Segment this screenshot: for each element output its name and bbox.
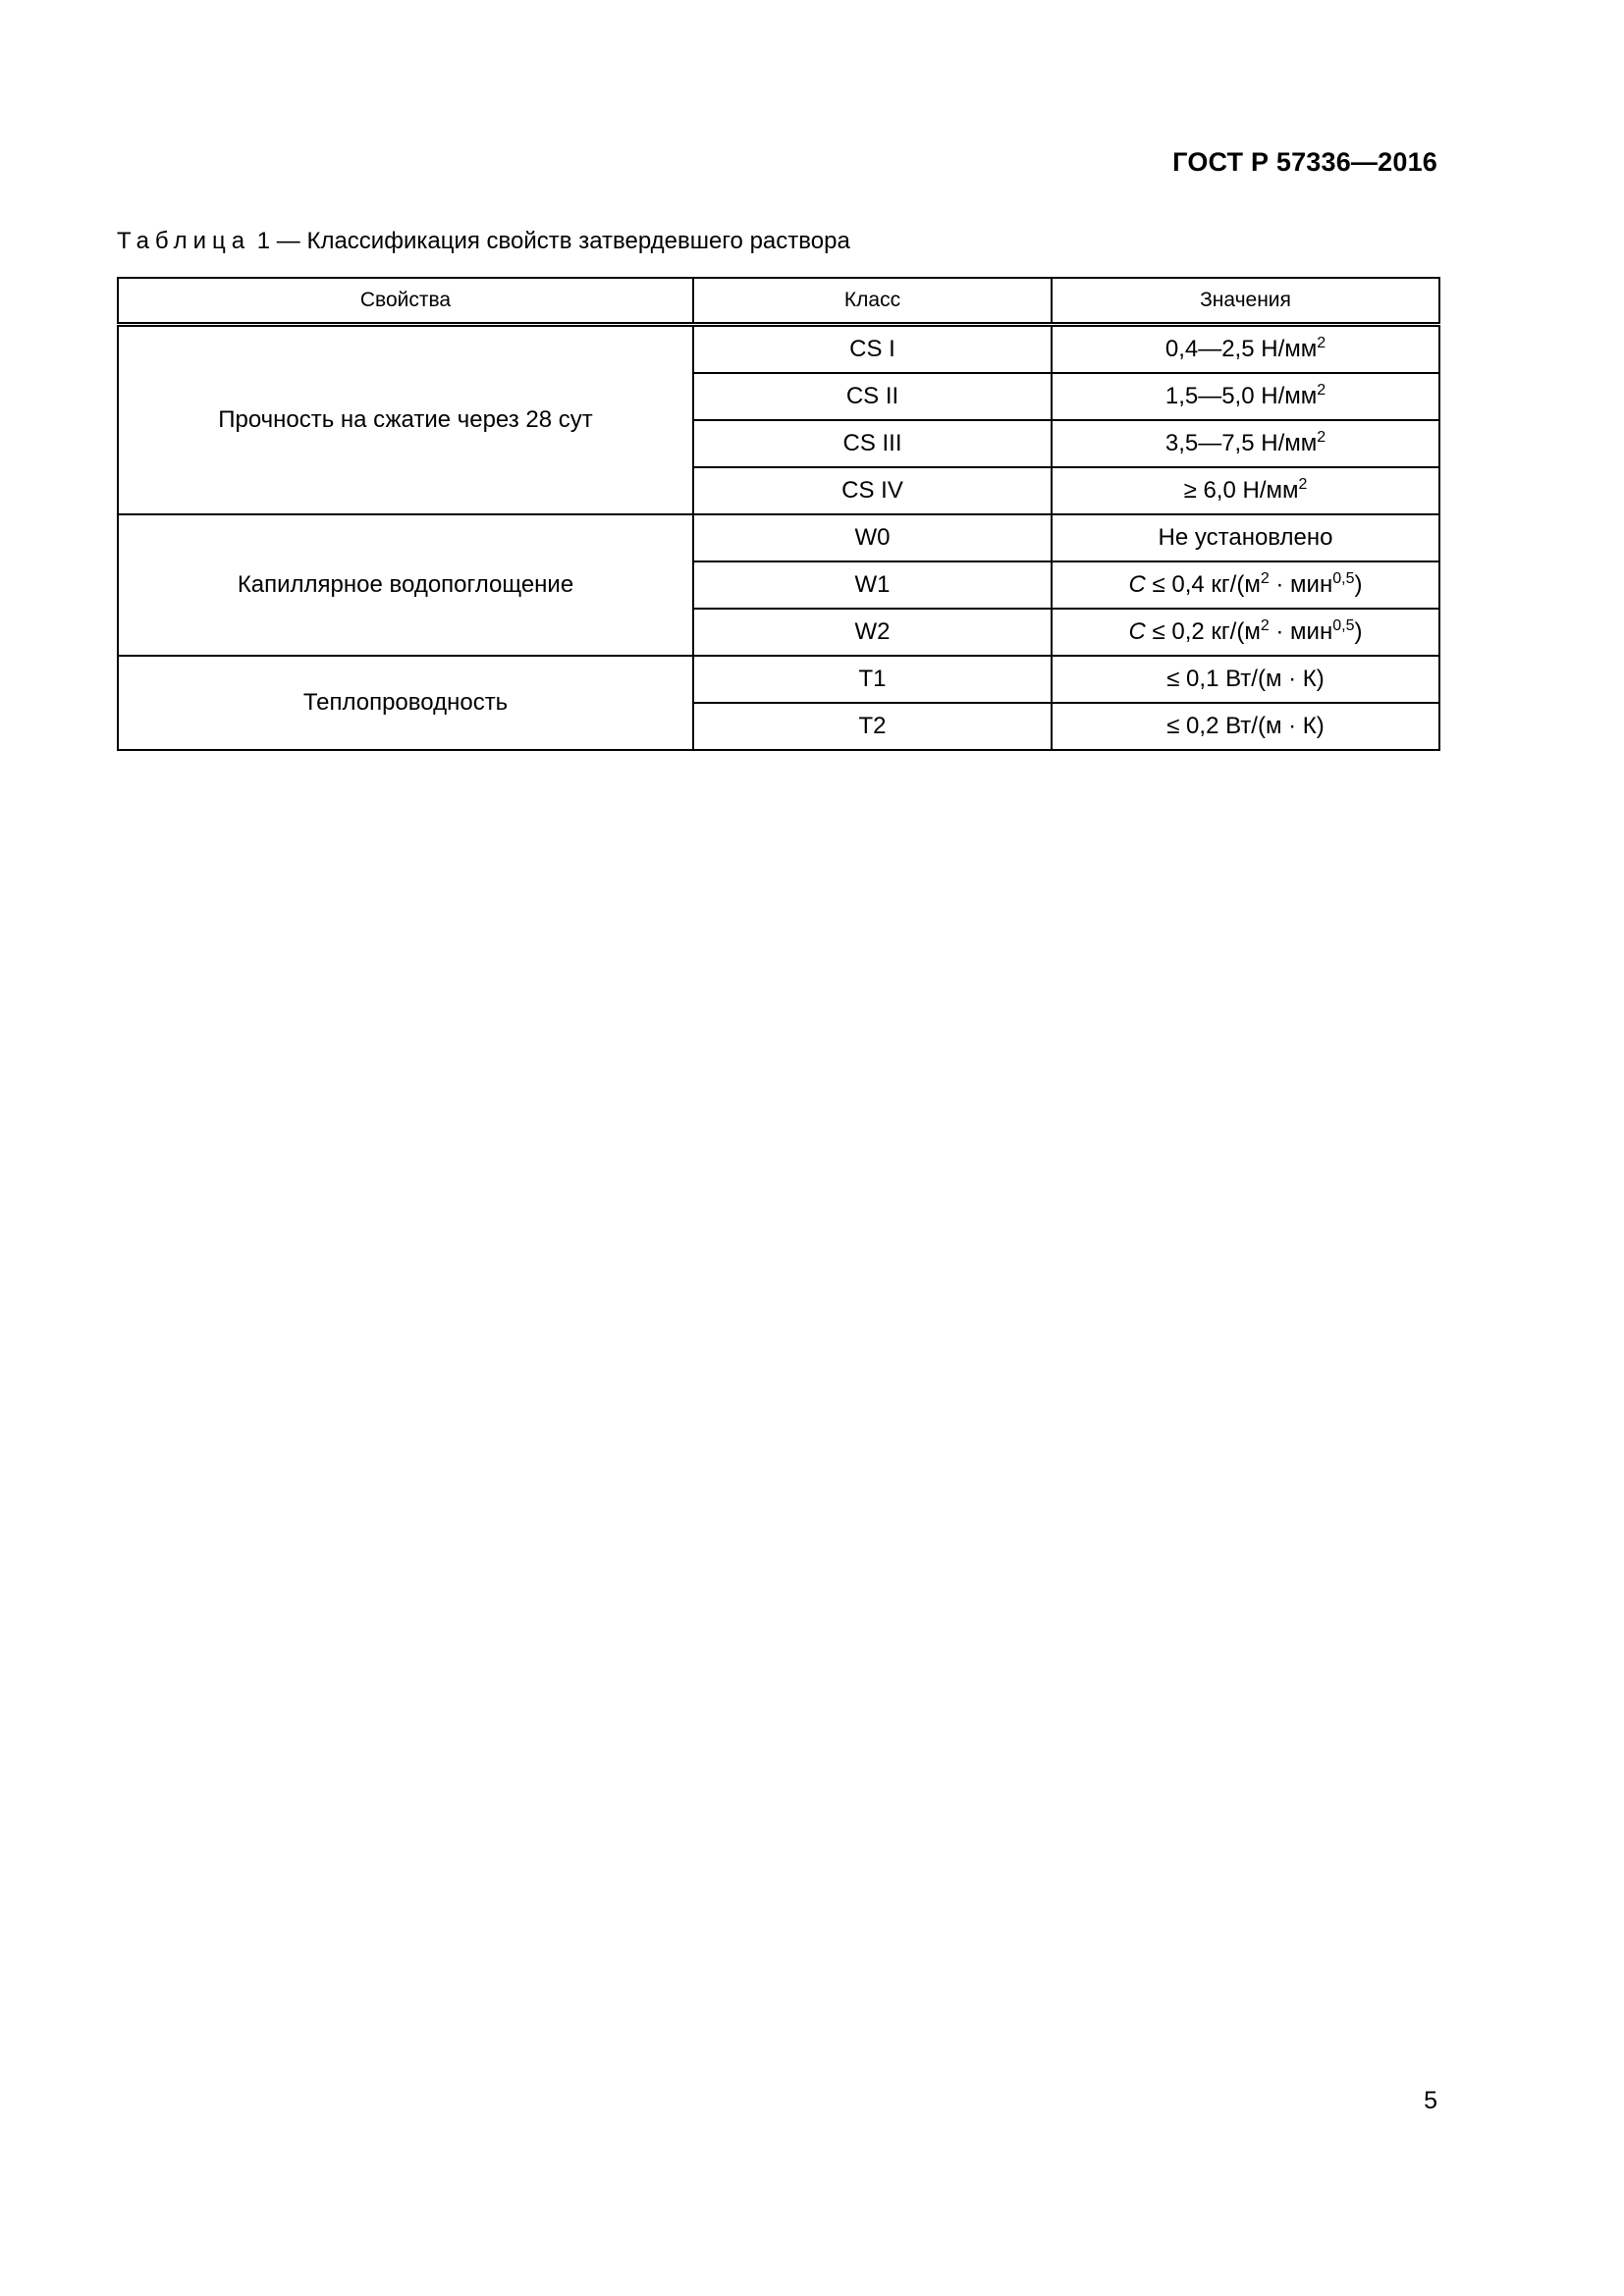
table-row bbox=[118, 656, 1439, 703]
class-cell: CS II bbox=[693, 373, 1052, 420]
value-sup: 0,5 bbox=[1332, 617, 1355, 634]
value-cell bbox=[1052, 514, 1439, 561]
property-cell: Теплопроводность bbox=[118, 656, 693, 750]
value-symbol: C bbox=[1128, 571, 1146, 598]
table-caption-text: 1 — Классификация свойств затвердевшего раствора bbox=[250, 228, 850, 254]
value-sup: 2 bbox=[1317, 382, 1326, 399]
value-cell bbox=[1052, 325, 1439, 374]
value-sup: 2 bbox=[1317, 429, 1326, 446]
class-cell: W1 bbox=[693, 561, 1052, 609]
table-caption bbox=[117, 228, 850, 255]
property-cell: Капиллярное водопоглощение bbox=[118, 514, 693, 656]
class-cell: CS I bbox=[693, 325, 1052, 374]
value-text: 0,4—2,5 Н/мм bbox=[1164, 336, 1318, 362]
value-text: 3,5—7,5 Н/мм bbox=[1164, 430, 1318, 456]
value-text: ≤ 0,2 кг/(м bbox=[1145, 618, 1261, 645]
value-cell bbox=[1052, 609, 1439, 656]
value-text: Не установлено bbox=[1158, 524, 1333, 551]
value-post: ) bbox=[1354, 571, 1363, 598]
table-header-row bbox=[118, 278, 1439, 325]
value-text: ≤ 0,1 Вт/(м · К) bbox=[1166, 666, 1325, 692]
column-header-properties: Свойства bbox=[118, 278, 693, 325]
column-header-values: Значения bbox=[1052, 278, 1439, 325]
classification-table bbox=[117, 277, 1440, 751]
value-sup: 2 bbox=[1260, 617, 1270, 634]
value-mid: · мин bbox=[1269, 571, 1333, 598]
class-cell: T1 bbox=[693, 656, 1052, 703]
class-cell: T2 bbox=[693, 703, 1052, 750]
value-text: ≤ 0,4 кг/(м bbox=[1145, 571, 1261, 598]
value-cell bbox=[1052, 467, 1439, 514]
value-text: 1,5—5,0 Н/мм bbox=[1164, 383, 1318, 409]
class-cell: CS III bbox=[693, 420, 1052, 467]
value-cell bbox=[1052, 561, 1439, 609]
class-cell: CS IV bbox=[693, 467, 1052, 514]
value-symbol: C bbox=[1128, 618, 1146, 645]
value-text: ≥ 6,0 Н/мм bbox=[1183, 477, 1299, 504]
class-cell: W0 bbox=[693, 514, 1052, 561]
value-cell bbox=[1052, 373, 1439, 420]
value-sup: 2 bbox=[1298, 476, 1308, 493]
class-cell: W2 bbox=[693, 609, 1052, 656]
property-cell: Прочность на сжатие через 28 сут bbox=[118, 325, 693, 515]
page-number: 5 bbox=[1424, 2087, 1437, 2114]
value-cell bbox=[1052, 703, 1439, 750]
table-row bbox=[118, 325, 1439, 374]
value-cell bbox=[1052, 656, 1439, 703]
column-header-class: Класс bbox=[693, 278, 1052, 325]
document-code: ГОСТ Р 57336—2016 bbox=[1172, 147, 1437, 177]
value-mid: · мин bbox=[1269, 618, 1333, 645]
value-text: ≤ 0,2 Вт/(м · К) bbox=[1166, 713, 1325, 739]
value-sup: 2 bbox=[1317, 335, 1326, 351]
value-post: ) bbox=[1354, 618, 1363, 645]
value-cell bbox=[1052, 420, 1439, 467]
table-row bbox=[118, 514, 1439, 561]
table-caption-prefix: Таблица bbox=[117, 228, 251, 254]
value-sup: 0,5 bbox=[1332, 570, 1355, 587]
value-sup: 2 bbox=[1260, 570, 1270, 587]
